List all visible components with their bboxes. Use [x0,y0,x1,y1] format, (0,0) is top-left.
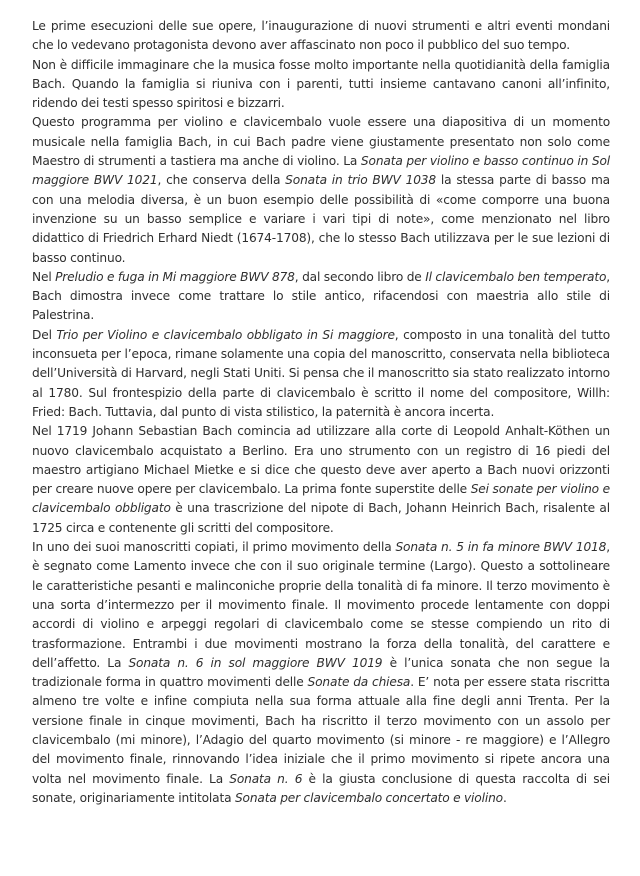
text-run: , Bach dimostra invece come trattare lo stile antico, rifacendosi con maestria allo stile di Palestrina. [32,269,611,323]
paragraph [32,268,610,326]
work-title: Preludio e fuga in Mi maggiore BWV 878 [55,269,295,284]
work-title: Il clavicembalo ben temperato [425,269,607,284]
document-body [32,17,610,808]
text-run: , composto in una tonalità del tutto inconsueta per l’epoca, rimane solamente una copia del manoscritto, conservata nella biblioteca dell’Università di Harvard, negli Stati Uniti. Si pensa che il manoscritto sia stato realizzato intorno al 1780. Sul frontespizio della parte di clavicembalo è scritto il nome del compositore, Willh: Fried: Bach. Tuttavia, dal punto di vista stilistico, la paternità è ancora incerta. [32,327,611,419]
work-title: Sei sonate per violino e clavicembalo obbligato [32,482,610,516]
text-run: Del [32,327,57,342]
paragraph [32,56,610,114]
text-run: è la giusta conclusione di questa raccolta di sei sonate, originariamente intitolata [32,771,611,805]
text-run: . E’ nota per essere stata riscritta almeno tre volte e infine compiuta nella sua forma attuale alla fine degli anni Trenta. Per la versione finale in cinque movimenti, Bach ha riscritto il terzo movimento con un assolo per clavicembalo (mi minore), l’Adagio del quarto movimento (si minore - re maggiore) e l’Allegro del movimento finale, rinnovando l’idea iniziale che il primo movimento si ripete ancora una volta nel movimento finale. La [32,675,610,786]
text-run: Questo programma per violino e clavicembalo vuole essere una diapositiva di un momento musicale nella famiglia Bach, in cui Bach padre viene giustamente presentato non solo come Maestro di strumenti a tastiera ma anche di violino. La [32,115,610,169]
work-title: Sonata per clavicembalo concertato e violino [234,790,503,805]
text-run: Nel [32,269,56,284]
paragraph [32,326,610,422]
text-run: Le prime esecuzioni delle sue opere, l’inaugurazione di nuovi strumenti e altri eventi mondani che lo vedevano protagonista devono aver affascinato non poco il pubblico del suo tempo. [32,19,610,53]
paragraph [32,422,610,538]
text-run: . [502,790,507,805]
paragraph [32,17,610,56]
text-run: Nel 1719 Johann Sebastian Bach comincia ad utilizzare alla corte di Leopold Anhalt-Köthen un nuovo clavicembalo acquistato a Berlino. Era uno strumento con un registro di 16 piedi del maestro artigiano Michael Mietke e si dice che questo deve aver aperto a Bach nuovi orizzonti per creare nuove opere per clavicembalo. La prima fonte superstite delle [32,424,610,497]
work-title: Sonate da chiesa [307,675,411,690]
text-run: , dal secondo libro de [294,269,426,284]
paragraph [32,538,610,808]
text-run: In uno dei suoi manoscritti copiati, il primo movimento della [32,540,396,555]
text-run: è una trascrizione del nipote di Bach, Johann Heinrich Bach, risalente al 1725 circa e contenente gli scritti del compositore. [32,501,610,535]
work-title: Sonata n. 6 in sol maggiore BWV 1019 [128,655,383,670]
work-title: Trio per Violino e clavicembalo obbligato in Si maggiore [56,327,395,342]
text-run: Non è difficile immaginare che la musica fosse molto importante nella quotidianità della famiglia Bach. Quando la famiglia si riuniva con i parenti, tutti insieme cantavano canoni all’infinito, ridendo dei testi spesso spiritosi e bizzarri. [32,57,610,111]
paragraph [32,113,610,267]
work-title: Sonata in trio BWV 1038 [285,173,437,188]
text-run: è l’unica sonata che non segue la tradizionale forma in quattro movimenti delle [32,655,610,690]
work-title: Sonata n. 6 [229,771,303,786]
text-run: , è segnato come Lamento invece che con il suo originale termine (Largo). Questo a sottolineare le caratteristiche pesanti e malinconiche proprie della tonalità di fa minore. Il terzo movimento è una sorta d’intermezzo per il movimento finale. Il movimento procede lentamente con doppi accordi di violino e arpeggi regolari di clavicembalo come se stesse compiendo un rito di trasformazione. Entrambi i due movimenti mostrano la forza della tonalità, del carattere e dell’affetto. La [32,540,610,670]
work-title: Sonata n. 5 in fa minore BWV 1018 [395,540,607,555]
work-title: Sonata per violino e basso continuo in Sol maggiore BWV 1021 [32,154,610,188]
text-run: la stessa parte di basso ma con una melodia diversa, è un buon esempio delle possibilità di «come comporre una buona invenzione su un basso semplice e variare i vari tipi di note», come menzionato nel libro didattico di Friedrich Erhard Niedt (1674-1708), che lo stesso Bach utilizzava per le sue lezioni di basso continuo. [32,173,611,265]
text-run: , che conserva della [157,173,286,188]
